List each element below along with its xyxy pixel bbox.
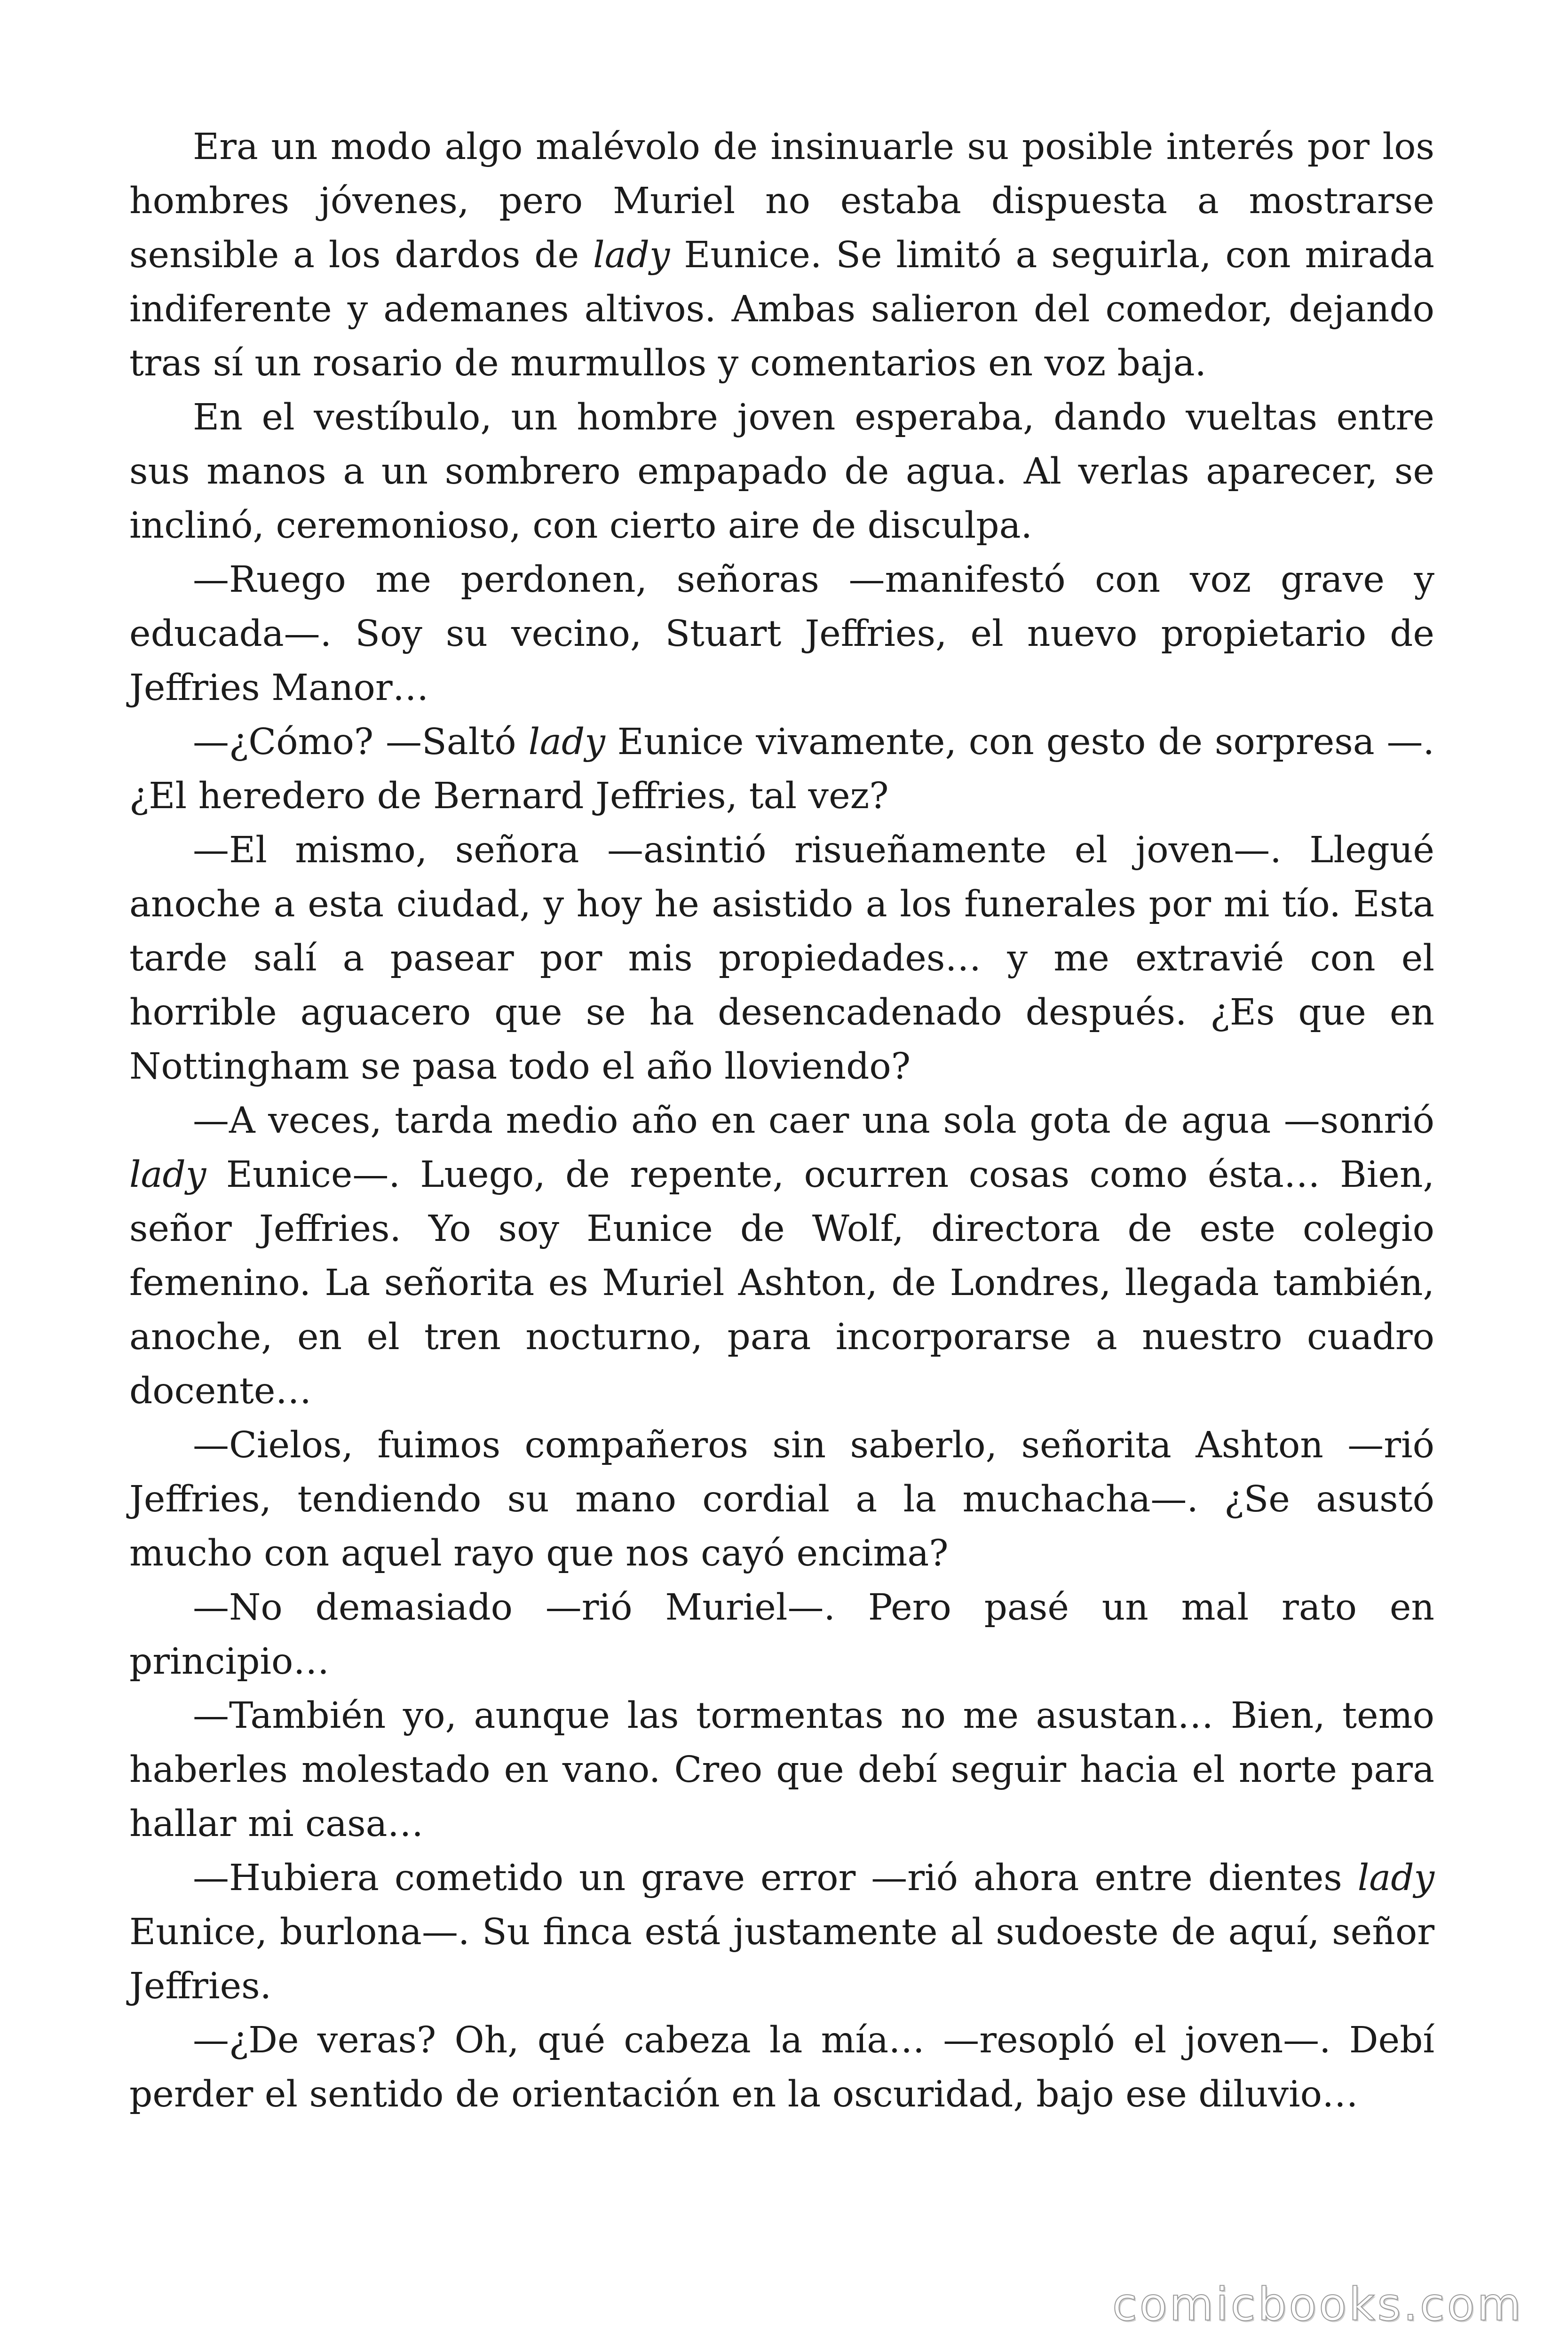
italic-text: lady	[593, 234, 670, 276]
paragraph	[129, 2013, 1434, 2122]
italic-text: lady	[528, 721, 605, 763]
italic-text: lady	[1357, 1857, 1434, 1899]
text-run: —¿De veras? Oh, qué cabeza la mía… —resopló el joven—. Debí perder el sentido de orientación en la oscuridad, bajo ese diluvio…	[129, 2019, 1434, 2115]
paragraph	[129, 553, 1434, 715]
text-run: Era un modo algo malévolo de insinuarle su posible interés por los hombres jóvenes, pero Muriel no estaba dispuesta a mostrarse sensible a los dardos de	[129, 126, 1434, 276]
paragraph	[129, 1094, 1434, 1418]
text-run: Eunice vivamente, con gesto de sorpresa —. ¿El heredero de Bernard Jeffries, tal vez?	[129, 721, 1435, 817]
site-watermark: comicbooks.com	[1112, 2278, 1523, 2331]
text-run: —A veces, tarda medio año en caer una sola gota de agua —sonrió	[193, 1100, 1434, 1142]
text-run: —No demasiado —rió Muriel—. Pero pasé un mal rato en principio…	[129, 1587, 1434, 1683]
text-run: —También yo, aunque las tormentas no me asustan… Bien, temo haberles molestado en vano. Creo que debí seguir hacia el norte para hallar mi casa…	[129, 1695, 1434, 1845]
text-run: —Cielos, fuimos compañeros sin saberlo, señorita Ashton —rió Jeffries, tendiendo su mano cordial a la muchacha—. ¿Se asustó mucho con aquel rayo que nos cayó encima?	[129, 1424, 1434, 1574]
paragraph	[129, 823, 1434, 1094]
paragraph	[129, 715, 1434, 823]
text-run: Eunice, burlona—. Su finca está justamente al sudoeste de aquí, señor Jeffries.	[129, 1911, 1434, 2007]
text-run: —Ruego me perdonen, señoras —manifestó con voz grave y educada—. Soy su vecino, Stuart Jeffries, el nuevo propietario de Jeffries Manor…	[129, 559, 1434, 709]
book-page-text	[129, 120, 1434, 2122]
paragraph	[129, 1418, 1434, 1581]
paragraph	[129, 1851, 1434, 2013]
text-run: Eunice—. Luego, de repente, ocurren cosas como ésta… Bien, señor Jeffries. Yo soy Eunice de Wolf, directora de este colegio femenino. La señorita es Muriel Ashton, de Londres, llegada también, anoche, en el tren nocturno, para incorporarse a nuestro cuadro docente…	[129, 1154, 1434, 1412]
paragraph	[129, 390, 1434, 553]
text-run: —El mismo, señora —asintió risueñamente el joven—. Llegué anoche a esta ciudad, y hoy he asistido a los funerales por mi tío. Esta tarde salí a pasear por mis propiedades… y me extravié con el horrible aguacero que se ha desencadenado después. ¿Es que en Nottingham se pasa todo el año lloviendo?	[129, 829, 1434, 1088]
text-run: Eunice. Se limitó a seguirla, con mirada indiferente y ademanes altivos. Ambas salieron del comedor, dejando tras sí un rosario de murmullos y comentarios en voz baja.	[129, 234, 1434, 384]
text-run: En el vestíbulo, un hombre joven esperaba, dando vueltas entre sus manos a un sombrero empapado de agua. Al verlas aparecer, se inclinó, ceremonioso, con cierto aire de disculpa.	[129, 397, 1434, 547]
italic-text: lady	[129, 1154, 206, 1196]
paragraph	[129, 1689, 1434, 1851]
text-run: —¿Cómo? —Saltó	[193, 721, 529, 763]
paragraph	[129, 1581, 1434, 1689]
text-run: —Hubiera cometido un grave error —rió ahora entre dientes	[193, 1857, 1358, 1899]
paragraph	[129, 120, 1434, 390]
